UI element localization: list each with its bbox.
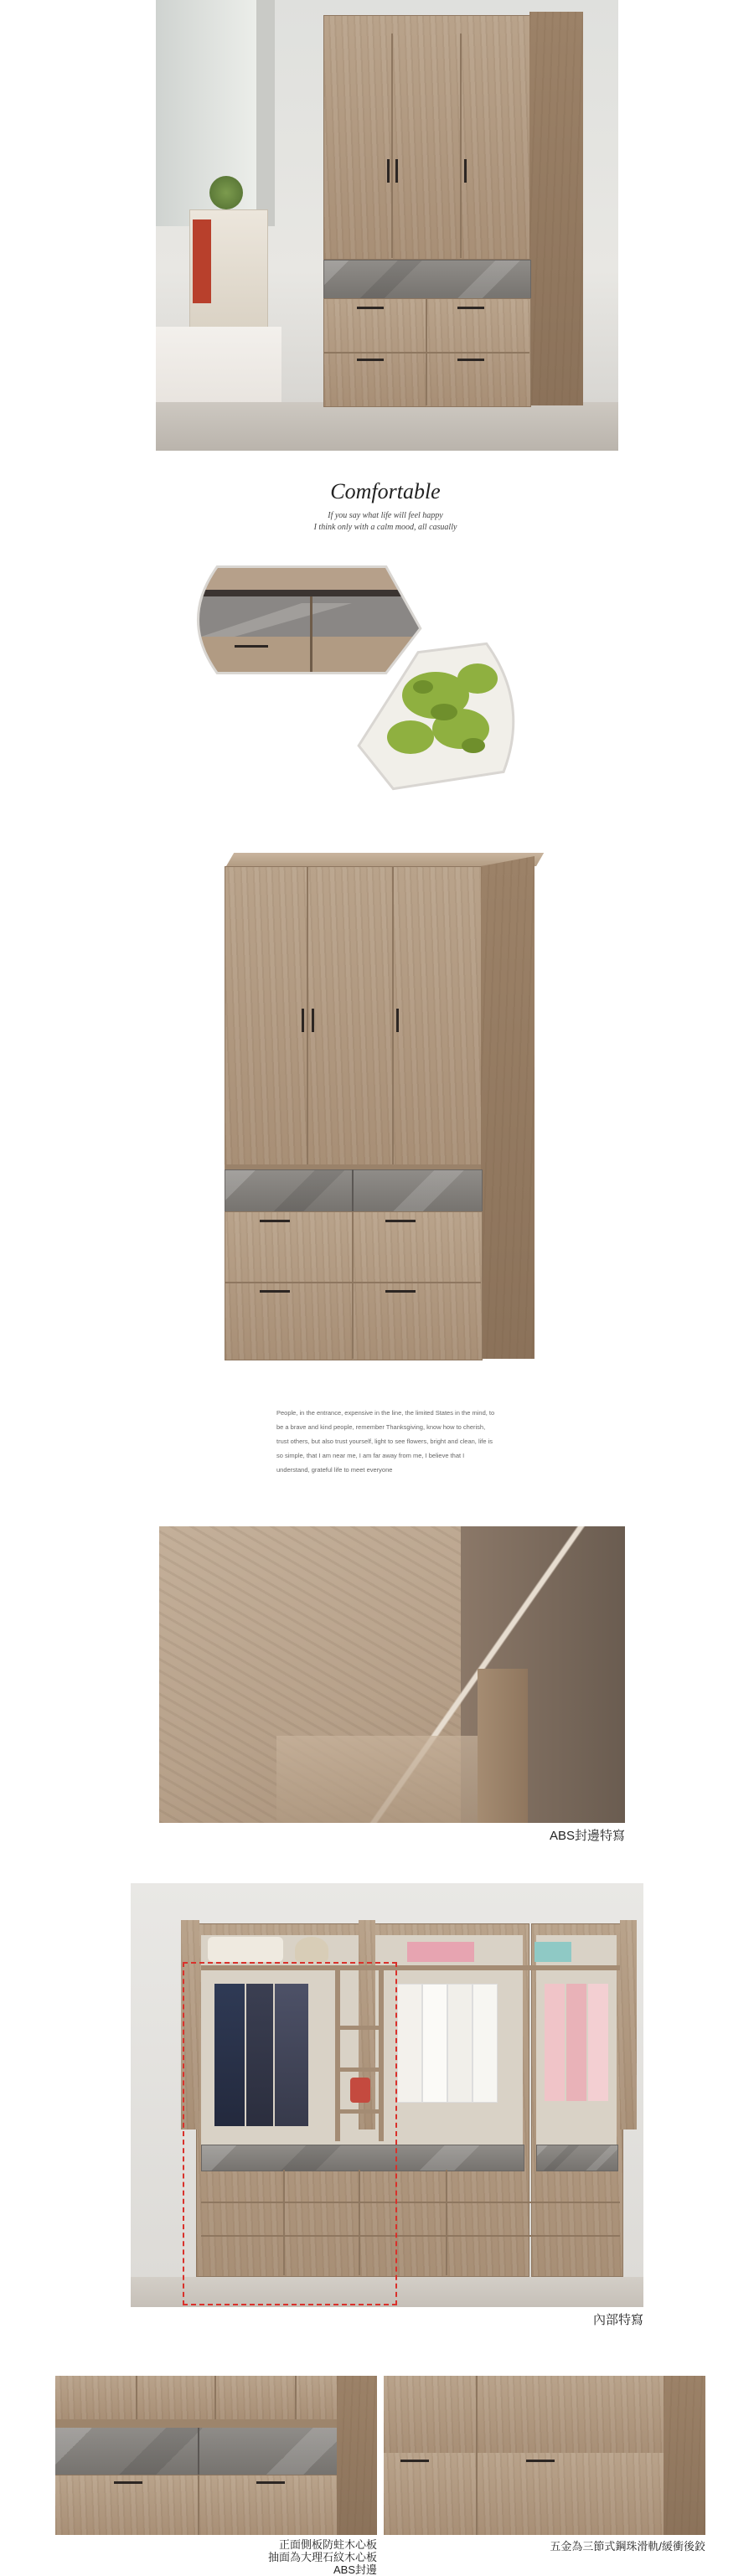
interior-photo	[131, 1883, 643, 2307]
wardrobe-side	[529, 12, 583, 405]
detail-diamonds	[184, 553, 536, 813]
hero-line-2: I think only with a calm mood, all casually	[313, 523, 457, 532]
body-paragraph: People, in the entrance, expensive in the line, the limited States in the mind, to be a brave and kind people, remember Thanksgiving, know how to cherish, trust others, but also trust yourself, light to see flowers, bright and clean, life is so simple, that I am near me, I am far away from me, I believe that I understand, grateful life to meet everyone	[276, 1409, 495, 1474]
hardware-photo	[384, 2376, 705, 2535]
hero-line-1: If you say what life will feel happy	[328, 511, 443, 520]
front-panels-photo	[55, 2376, 377, 2535]
floor	[156, 402, 618, 451]
caption-front-panels-2: 抽面為大理石紋木心板	[267, 2551, 377, 2563]
side-chest-red	[193, 219, 211, 303]
caption-interior: 內部特寫	[592, 2313, 643, 2327]
caption-front-panels-3: ABS封邊	[333, 2563, 377, 2576]
hero-photo	[156, 0, 618, 451]
caption-hardware: 五金為三節式鋼珠滑軌/緩衝後鉸	[550, 2540, 705, 2553]
room-curtain	[256, 0, 275, 226]
wardrobe-upper	[323, 15, 531, 260]
room-plant	[209, 176, 243, 209]
hero-title: Comfortable	[330, 479, 441, 503]
marble-drawers	[323, 260, 531, 300]
caption-front-panels-1: 正面側板防蛀木心板	[278, 2538, 377, 2551]
dashed-highlight	[183, 1962, 397, 2305]
abs-edge-photo	[159, 1526, 625, 1823]
product-wardrobe	[218, 853, 553, 1372]
caption-abs-edge: ABS封邊特寫	[549, 1829, 625, 1843]
